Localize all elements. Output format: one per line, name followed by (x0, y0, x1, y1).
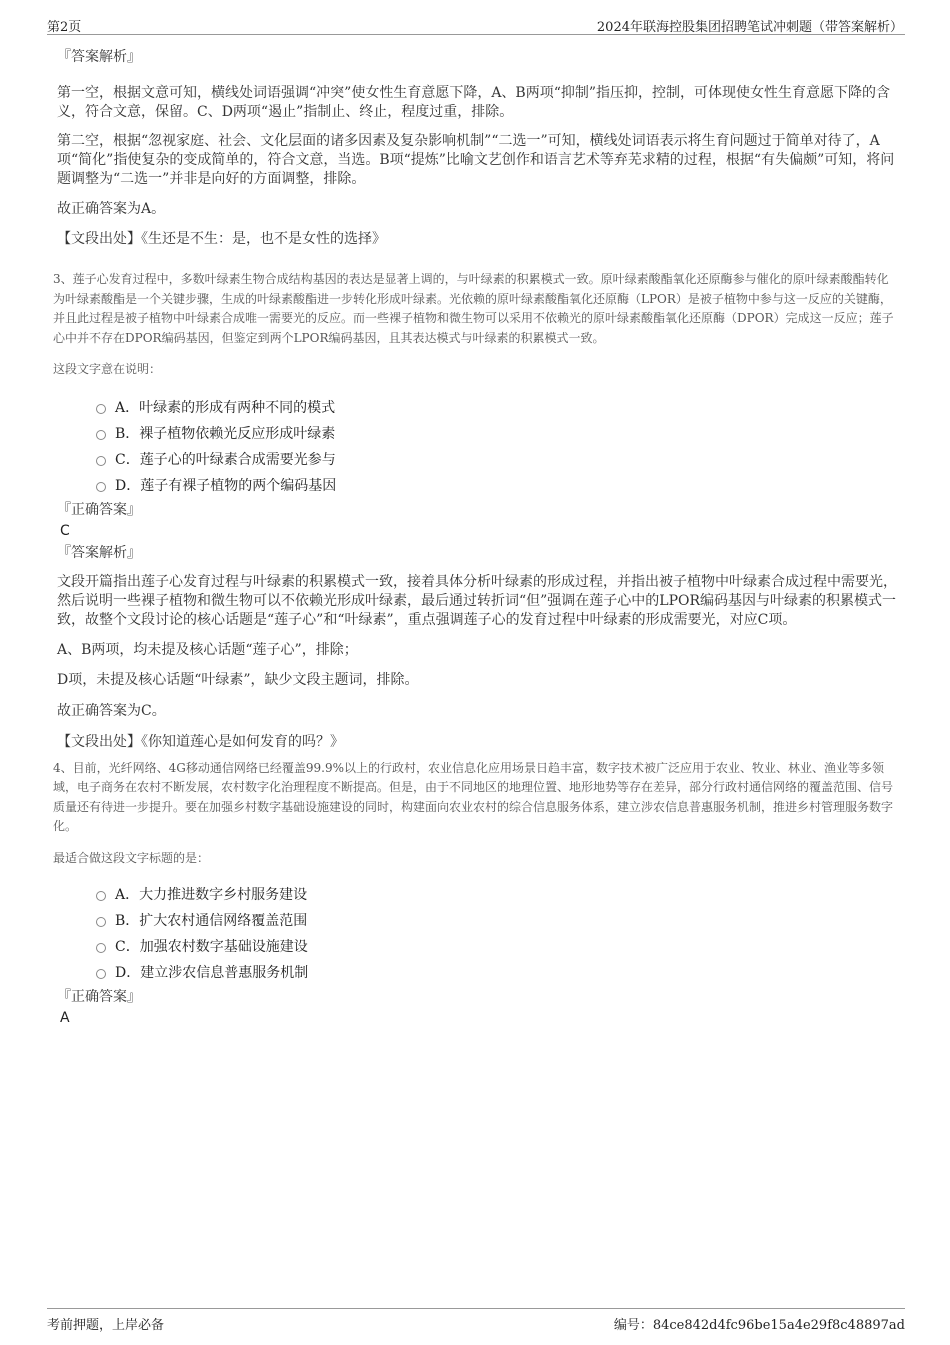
page-footer (47, 1308, 905, 1333)
radio-icon[interactable] (96, 430, 106, 440)
q3-question: 这段文字意在说明： (53, 362, 162, 376)
q3-source: 【文段出处】《你知道莲心是如何发育的吗？》 (57, 733, 344, 750)
radio-icon[interactable] (96, 482, 106, 492)
q4-option-c[interactable]: C．加强农村数字基础设施建设 (57, 934, 897, 960)
footer-serial: 编号：84ce842d4fc96be15a4e29f8c48897ad (613, 1318, 905, 1333)
q2-conclusion: 故正确答案为A。 (57, 201, 166, 217)
q3-analysis-p3: D项，未提及核心话题“叶绿素”，缺少文段主题词，排除。 (57, 671, 419, 688)
radio-icon[interactable] (96, 969, 106, 979)
q3-option-a[interactable]: A．叶绿素的形成有两种不同的模式 (57, 395, 897, 421)
document-content (53, 44, 897, 1028)
q3-analysis-p2: A、B两项，均未提及核心话题“莲子心”，排除； (57, 641, 358, 658)
q2-source: 【文段出处】《生还是不生：是，也不是女性的选择》 (57, 231, 386, 247)
page-header (47, 14, 905, 35)
q3-options (57, 395, 897, 499)
q4-option-d[interactable]: D．建立涉农信息普惠服务机制 (57, 960, 897, 986)
q2-analysis-label: 『答案解析』 (57, 49, 141, 65)
footer-slogan: 考前押题，上岸必备 (47, 1318, 165, 1333)
radio-icon[interactable] (96, 456, 106, 466)
q4-option-a[interactable]: A．大力推进数字乡村服务建设 (57, 882, 897, 908)
q2-analysis-p2: 第二空，根据“忽视家庭、社会、文化层面的诸多因素及复杂影响机制”“二选一”可知，横线处词语表示将生育问题过于简单对待了，A项“简化”指使复杂的变成简单的，符合文意，当选。B项“提炼”比喻文艺创作和语言艺术等弃芜求精的过程，根据“有失偏颇”可知，将问题调整为“二选一”并非是向好的方面调整，排除。 (57, 133, 895, 187)
q3-correct-label: 『正确答案』 (57, 501, 141, 518)
q4-correct-label: 『正确答案』 (57, 989, 141, 1005)
q3-analysis-label: 『答案解析』 (57, 544, 141, 561)
radio-icon[interactable] (96, 404, 106, 414)
q3-option-c[interactable]: C．莲子心的叶绿素合成需要光参与 (57, 447, 897, 473)
q3-option-b[interactable]: B．裸子植物依赖光反应形成叶绿素 (57, 421, 897, 447)
q4-option-b[interactable]: B．扩大农村通信网络覆盖范围 (57, 908, 897, 934)
q3-correct-answer: C (60, 522, 70, 539)
document-title: 2024年联海控股集团招聘笔试冲刺题（带答案解析） (596, 20, 903, 35)
q2-analysis-p1: 第一空，根据文意可知，横线处词语强调“冲突”使女性生育意愿下降，A、B两项“抑制”指压抑，控制，可体现使女性生育意愿下降的含义，符合文意，保留。C、D两项“遏止”指制止、终止，程度过重，排除。 (57, 85, 891, 120)
q3-option-d[interactable]: D．莲子有裸子植物的两个编码基因 (57, 473, 897, 499)
q4-stem: 4、目前，光纤网络、4G移动通信网络已经覆盖99.9%以上的行政村，农业信息化应用场景日趋丰富，数字技术被广泛应用于农业、牧业、林业、渔业等多领域，电子商务在农村不断发展，农村数字化治理程度不断提高。但是，由于不同地区的地理位置、地形地势等存在差异，部分行政村通信网络的覆盖范围、信号质量还有待进一步提升。要在加强乡村数字基础设施建设的同时，构建面向农业农村的综合信息服务体系，建立涉农信息普惠服务机制，推进乡村管理服务数字化。 (53, 760, 894, 833)
q4-correct-answer: A (60, 1010, 70, 1026)
radio-icon[interactable] (96, 943, 106, 953)
q3-conclusion: 故正确答案为C。 (57, 702, 166, 719)
radio-icon[interactable] (96, 917, 106, 927)
q4-options (57, 882, 897, 986)
q4-question: 最适合做这段文字标题的是： (53, 850, 210, 865)
page-number: 第2页 (47, 20, 82, 35)
q3-stem: 3、莲子心发育过程中，多数叶绿素生物合成结构基因的表达是显著上调的，与叶绿素的积累模式一致。原叶绿素酸酯氧化还原酶参与催化的原叶绿素酸酯转化为叶绿素酸酯是一个关键步骤，生成的叶绿素酸酯进一步转化形成叶绿素。光依赖的原叶绿素酸酯氧化还原酶（LPOR）是被子植物中参与这一反应的关键酶，并且此过程是被子植物中叶绿素合成唯一需要光的反应。而一些裸子植物和微生物可以采用不依赖光的原叶绿素酸酯氧化还原酶（DPOR）完成这一反应；莲子心中并不存在DPOR编码基因，但鉴定到两个LPOR编码基因，且其表达模式与叶绿素的积累模式一致。 (53, 272, 894, 345)
q3-analysis-p1: 文段开篇指出莲子心发育过程与叶绿素的积累模式一致，接着具体分析叶绿素的形成过程，并指出被子植物中叶绿素合成过程中需要光，然后说明一些裸子植物和微生物可以不依赖光形成叶绿素，最后通过转折词“但”强调在莲子心中的LPOR编码基因与叶绿素的积累模式一致，故整个文段讨论的核心话题是“莲子心”和“叶绿素”，重点强调莲子心的发育过程中叶绿素的形成需要光，对应C项。 (57, 573, 897, 628)
radio-icon[interactable] (96, 891, 106, 901)
